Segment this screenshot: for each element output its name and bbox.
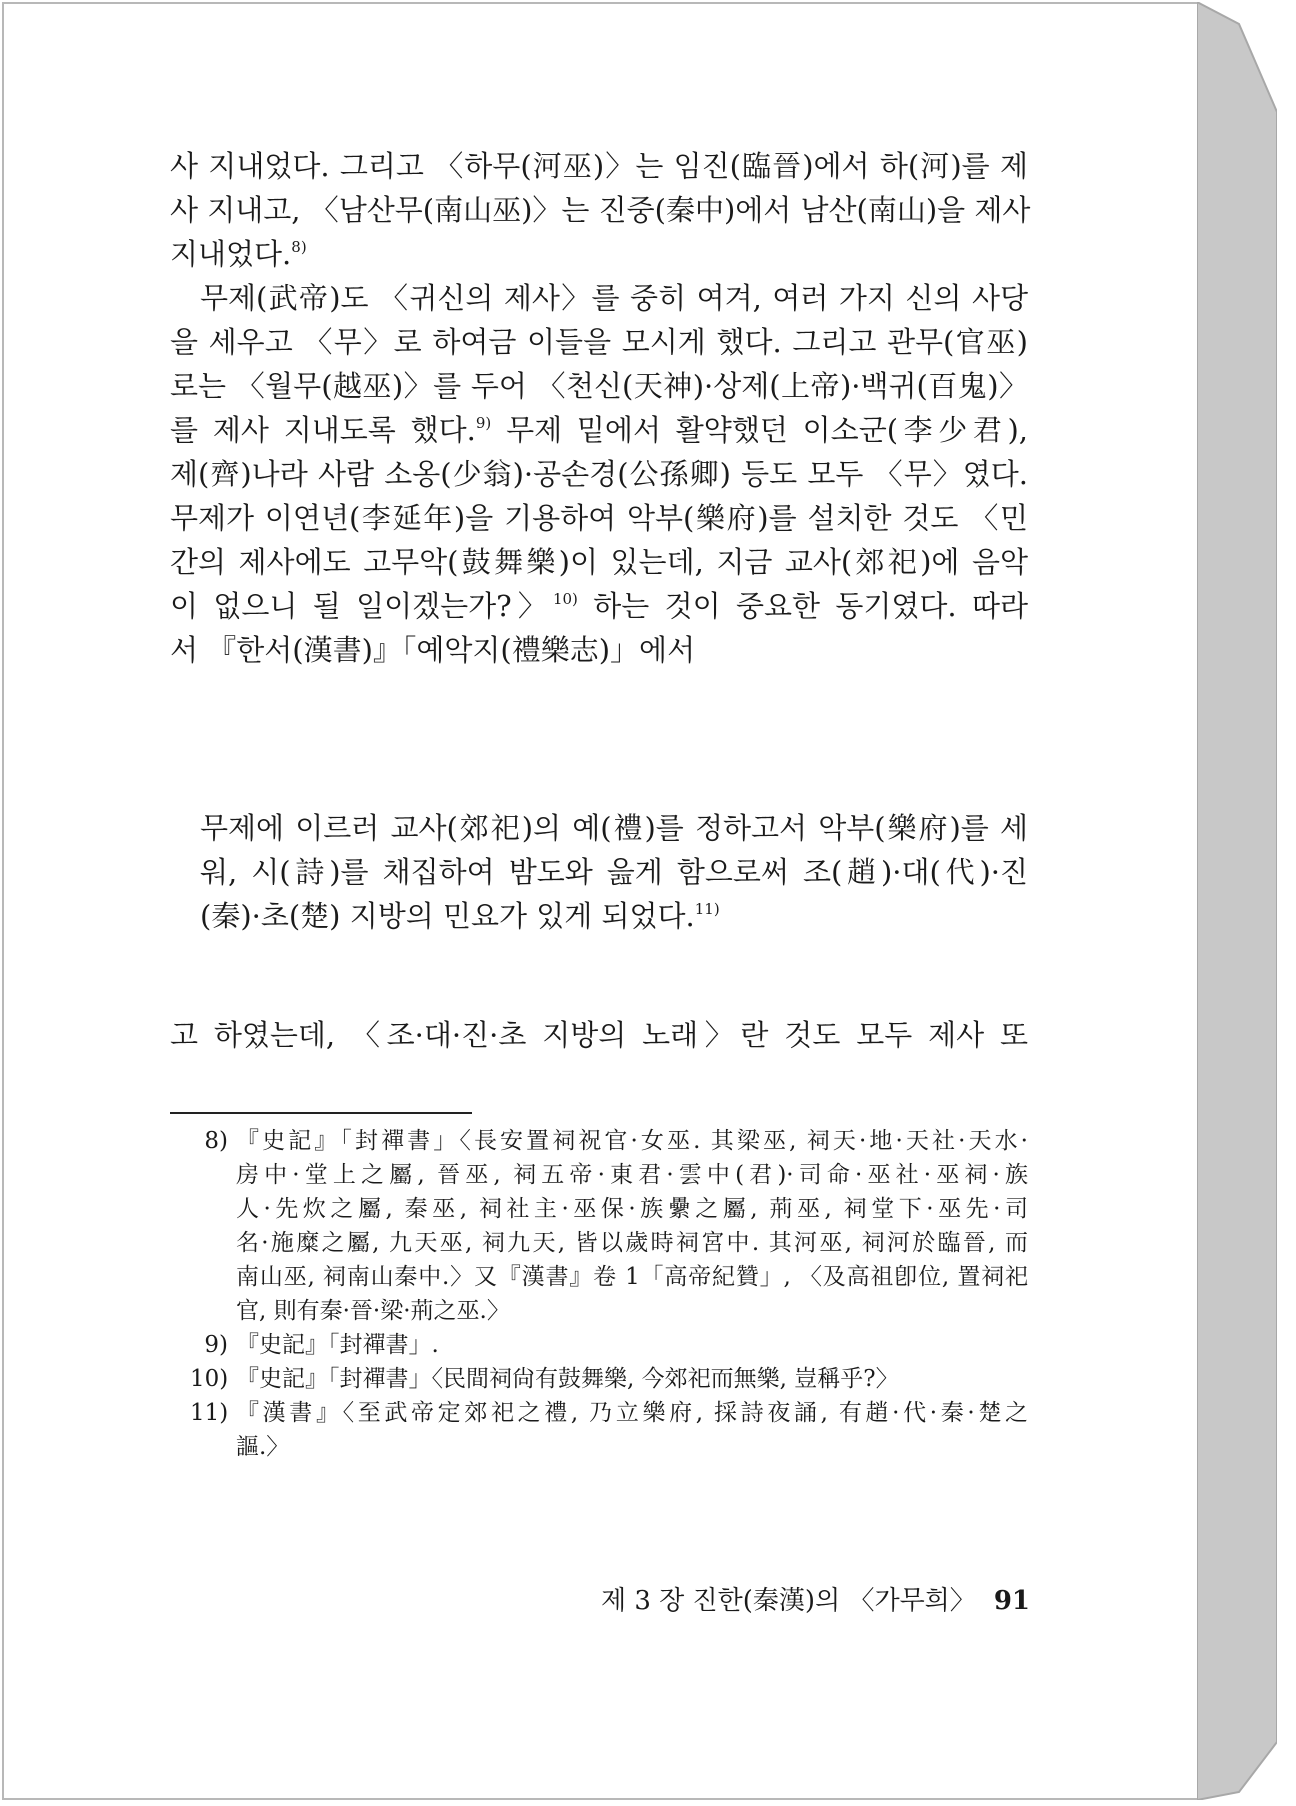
body-text <box>170 144 1031 672</box>
footnote-line: 南山巫, 祠南山秦中.〉又『漢書』卷 1「高帝紀贊」, 〈及高祖卽位, 置祠祀 <box>236 1264 1028 1290</box>
footnote-line: 名·施糜之屬, 九天巫, 祠九天, 皆以歲時祠宮中. 其河巫, 祠河於臨晉, 而 <box>236 1230 1028 1256</box>
quote-line: 워, 시(詩)를 채집하여 밤도와 읊게 함으로써 조(趙)·대(代)·진 <box>200 855 1028 889</box>
body-line: 제(齊)나라 사람 소옹(少翁)·공손경(公孫卿) 등도 모두 〈무〉였다. <box>170 457 1028 491</box>
footnote-ref: 8) <box>291 238 307 256</box>
footnote-line: 謳.〉 <box>236 1434 290 1460</box>
body-line: 사 지내고, 〈남산무(南山巫)〉는 진중(秦中)에서 남산(南山)을 제사 <box>170 193 1031 227</box>
body-line: 무제(武帝)도 〈귀신의 제사〉를 중히 여겨, 여러 가지 신의 사당 <box>200 281 1028 315</box>
body-line: 지내었다.$^{8)}$ <box>170 237 307 271</box>
footnote-line: 『史記』「封禪書」〈長安置祠祝官·女巫. 其梁巫, 祠天·地·天社·天水· <box>236 1128 1028 1154</box>
quote-line: (秦)·초(楚) 지방의 민요가 있게 되었다.$^{11)}$ <box>200 899 720 933</box>
footnote-number: 9) <box>204 1332 228 1358</box>
footnote-10 <box>190 1362 1028 1396</box>
footnote-line: 『史記』「封禪書」. <box>236 1332 439 1358</box>
footnote-ref: 10) <box>552 590 578 608</box>
footnote-line: 官, 則有秦·晉·梁·荊之巫.〉 <box>236 1298 510 1324</box>
body-line: 무제가 이연년(李延年)을 기용하여 악부(樂府)를 설치한 것도 〈민 <box>170 501 1028 535</box>
page-stack-edge <box>1197 2 1277 1800</box>
footnote-line: 人·先炊之屬, 秦巫, 祠社主·巫保·族纍之屬, 荊巫, 祠堂下·巫先·司 <box>236 1196 1028 1222</box>
body-line: 를 제사 지내도록 했다.$^{9)}$ 무제 밑에서 활약했던 이소군(李少君), <box>170 413 1028 447</box>
footnote-number: 10) <box>190 1366 229 1392</box>
footnote-number: 11) <box>190 1400 229 1426</box>
page-number: 91 <box>993 1586 1030 1616</box>
body-line: 간의 제사에도 고무악(鼓舞樂)이 있는데, 지금 교사(郊祀)에 음악 <box>170 545 1028 579</box>
footnote-divider <box>170 1112 472 1114</box>
footnote-line: 『史記』「封禪書」〈民間祠尙有鼓舞樂, 今郊祀而無樂, 豈稱乎?〉 <box>236 1366 899 1392</box>
block-quote <box>200 806 1028 938</box>
body-line: 서 『한서(漢書)』「예악지(禮樂志)」에서 <box>170 633 696 667</box>
footnotes <box>190 1124 1028 1464</box>
footnote-9 <box>190 1328 1028 1362</box>
footnote-line: 『漢書』〈至武帝定郊祀之禮, 乃立樂府, 採詩夜誦, 有趙·代·秦·楚之 <box>236 1400 1028 1426</box>
footnote-line: 房中·堂上之屬, 晉巫, 祠五帝·東君·雲中(君)·司命·巫社·巫祠·族 <box>236 1162 1028 1188</box>
chapter-title: 제 3 장 진한(秦漢)의 〈가무희〉 <box>600 1586 976 1616</box>
footnote-ref: 9) <box>475 414 492 432</box>
footnote-ref: 11) <box>694 900 720 918</box>
body-line: 로는 〈월무(越巫)〉를 두어 〈천신(天神)·상제(上帝)·백귀(百鬼)〉 <box>170 369 1028 403</box>
body-line: 고 하였는데, 〈조·대·진·초 지방의 노래〉란 것도 모두 제사 또 <box>170 1018 1028 1052</box>
footnote-11 <box>190 1396 1028 1464</box>
body-text-continued <box>170 1013 1028 1057</box>
body-line: 을 세우고 〈무〉로 하여금 이들을 모시게 했다. 그리고 관무(官巫) <box>170 325 1028 359</box>
body-line: 이 없으니 될 일이겠는가?〉$^{10)}$ 하는 것이 중요한 동기였다. 따라 <box>170 589 1029 623</box>
quote-line: 무제에 이르러 교사(郊祀)의 예(禮)를 정하고서 악부(樂府)를 세 <box>200 811 1028 845</box>
body-line: 사 지내었다. 그리고 〈하무(河巫)〉는 임진(臨晉)에서 하(河)를 제 <box>170 149 1028 183</box>
footnote-number: 8) <box>204 1128 228 1154</box>
running-footer <box>560 1580 1030 1617</box>
footnote-8 <box>190 1124 1028 1328</box>
